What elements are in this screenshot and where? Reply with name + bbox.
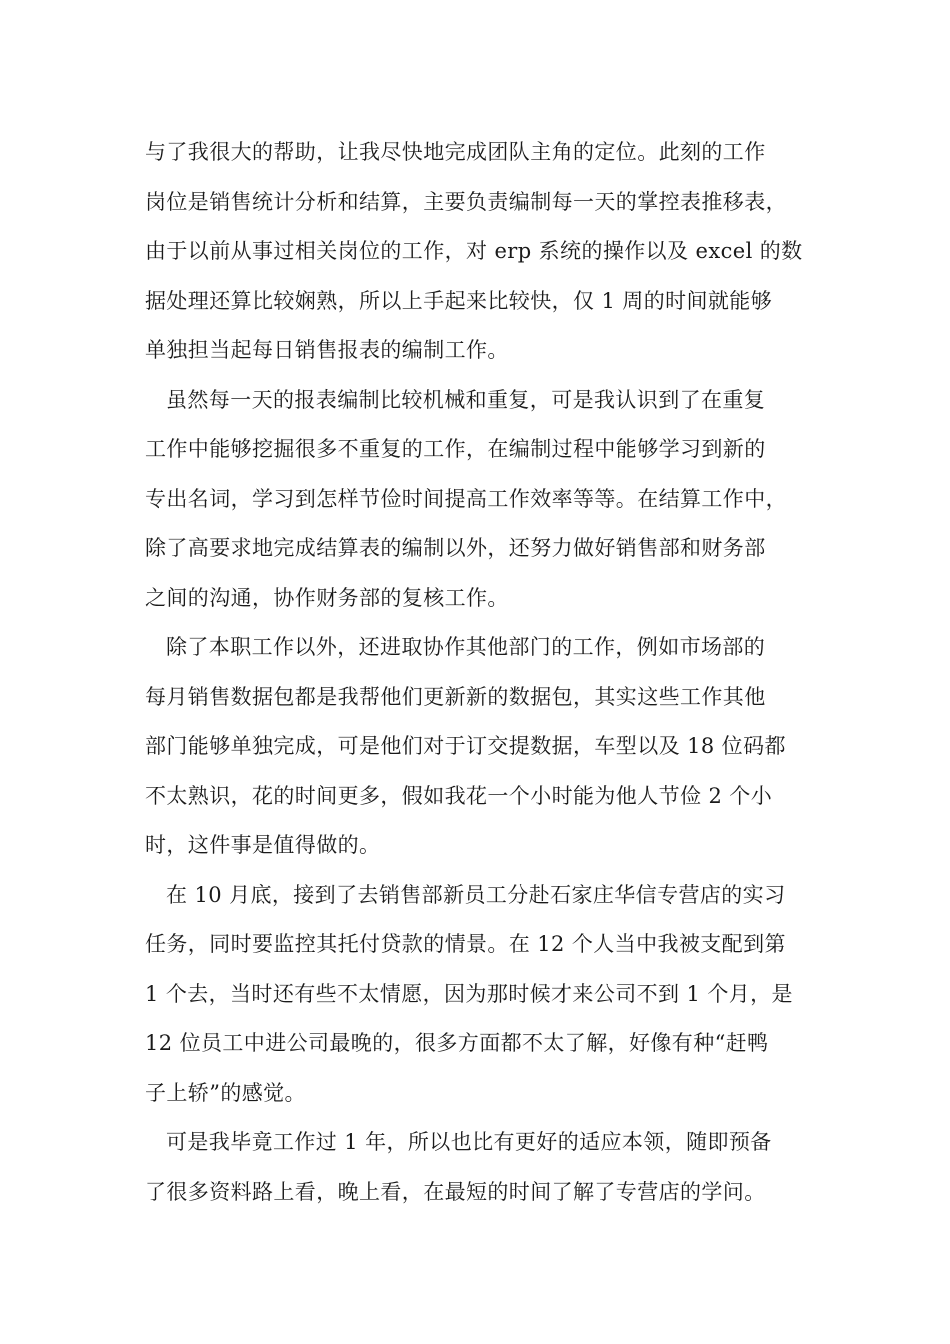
text-line: 岗位是销售统计分析和结算，主要负责编制每一天的掌控表推移表， [145, 189, 787, 214]
text-line: 之间的沟通，协作财务部的复核工作。 [145, 585, 509, 610]
text-line: 除了高要求地完成结算表的编制以外，还努力做好销售部和财务部 [145, 536, 766, 560]
text-line: 不太熟识，花的时间更多，假如我花一个小时能为他人节俭 2 个小 [145, 783, 773, 808]
paragraph-start-line: 虽然每一天的报表编制比较机械和重复，可是我认识到了在重复 [166, 387, 766, 412]
text-line: 时，这件事是值得做的。 [145, 833, 381, 857]
text-line: 工作中能够挖掘很多不重复的工作，在编制过程中能够学习到新的 [145, 437, 766, 461]
paragraph-start-line: 除了本职工作以外，还进取协作其他部门的工作，例如市场部的 [166, 635, 766, 659]
body-text [145, 128, 825, 1217]
text-line: 与了我很大的帮助，让我尽快地完成团队主角的定位。此刻的工作 [145, 140, 766, 164]
text-line: 部门能够单独完成，可是他们对于订交提数据，车型以及 18 位码都 [145, 734, 786, 758]
text-line: 任务，同时要监控其托付贷款的情景。在 12 个人当中我被支配到第 [145, 932, 786, 956]
paragraph-start-line: 在 10 月底，接到了去销售部新员工分赴石家庄华信专营店的实习 [166, 882, 786, 907]
text-line: 每月销售数据包都是我帮他们更新新的数据包，其实这些工作其他 [145, 684, 766, 709]
text-line: 子上轿”的感觉。 [145, 1080, 306, 1105]
text-line: 专出名词，学习到怎样节俭时间提高工作效率等等。在结算工作中， [145, 486, 787, 511]
text-line: 由于以前从事过相关岗位的工作，对 erp 系统的操作以及 excel 的数 [145, 239, 803, 263]
text-line: 据处理还算比较娴熟，所以上手起来比较快，仅 1 周的时间就能够 [145, 288, 773, 313]
text-line: 了很多资料路上看，晚上看，在最短的时间了解了专营店的学问。 [145, 1179, 766, 1204]
paragraph-start-line: 可是我毕竟工作过 1 年，所以也比有更好的适应本领，随即预备 [166, 1130, 772, 1154]
text-line: 单独担当起每日销售报表的编制工作。 [145, 338, 509, 362]
text-line: 12 位员工中进公司最晚的，很多方面都不太了解，好像有种“赶鸭 [145, 1031, 769, 1055]
text-line: 1 个去，当时还有些不太情愿，因为那时候才来公司不到 1 个月，是 [145, 981, 793, 1006]
